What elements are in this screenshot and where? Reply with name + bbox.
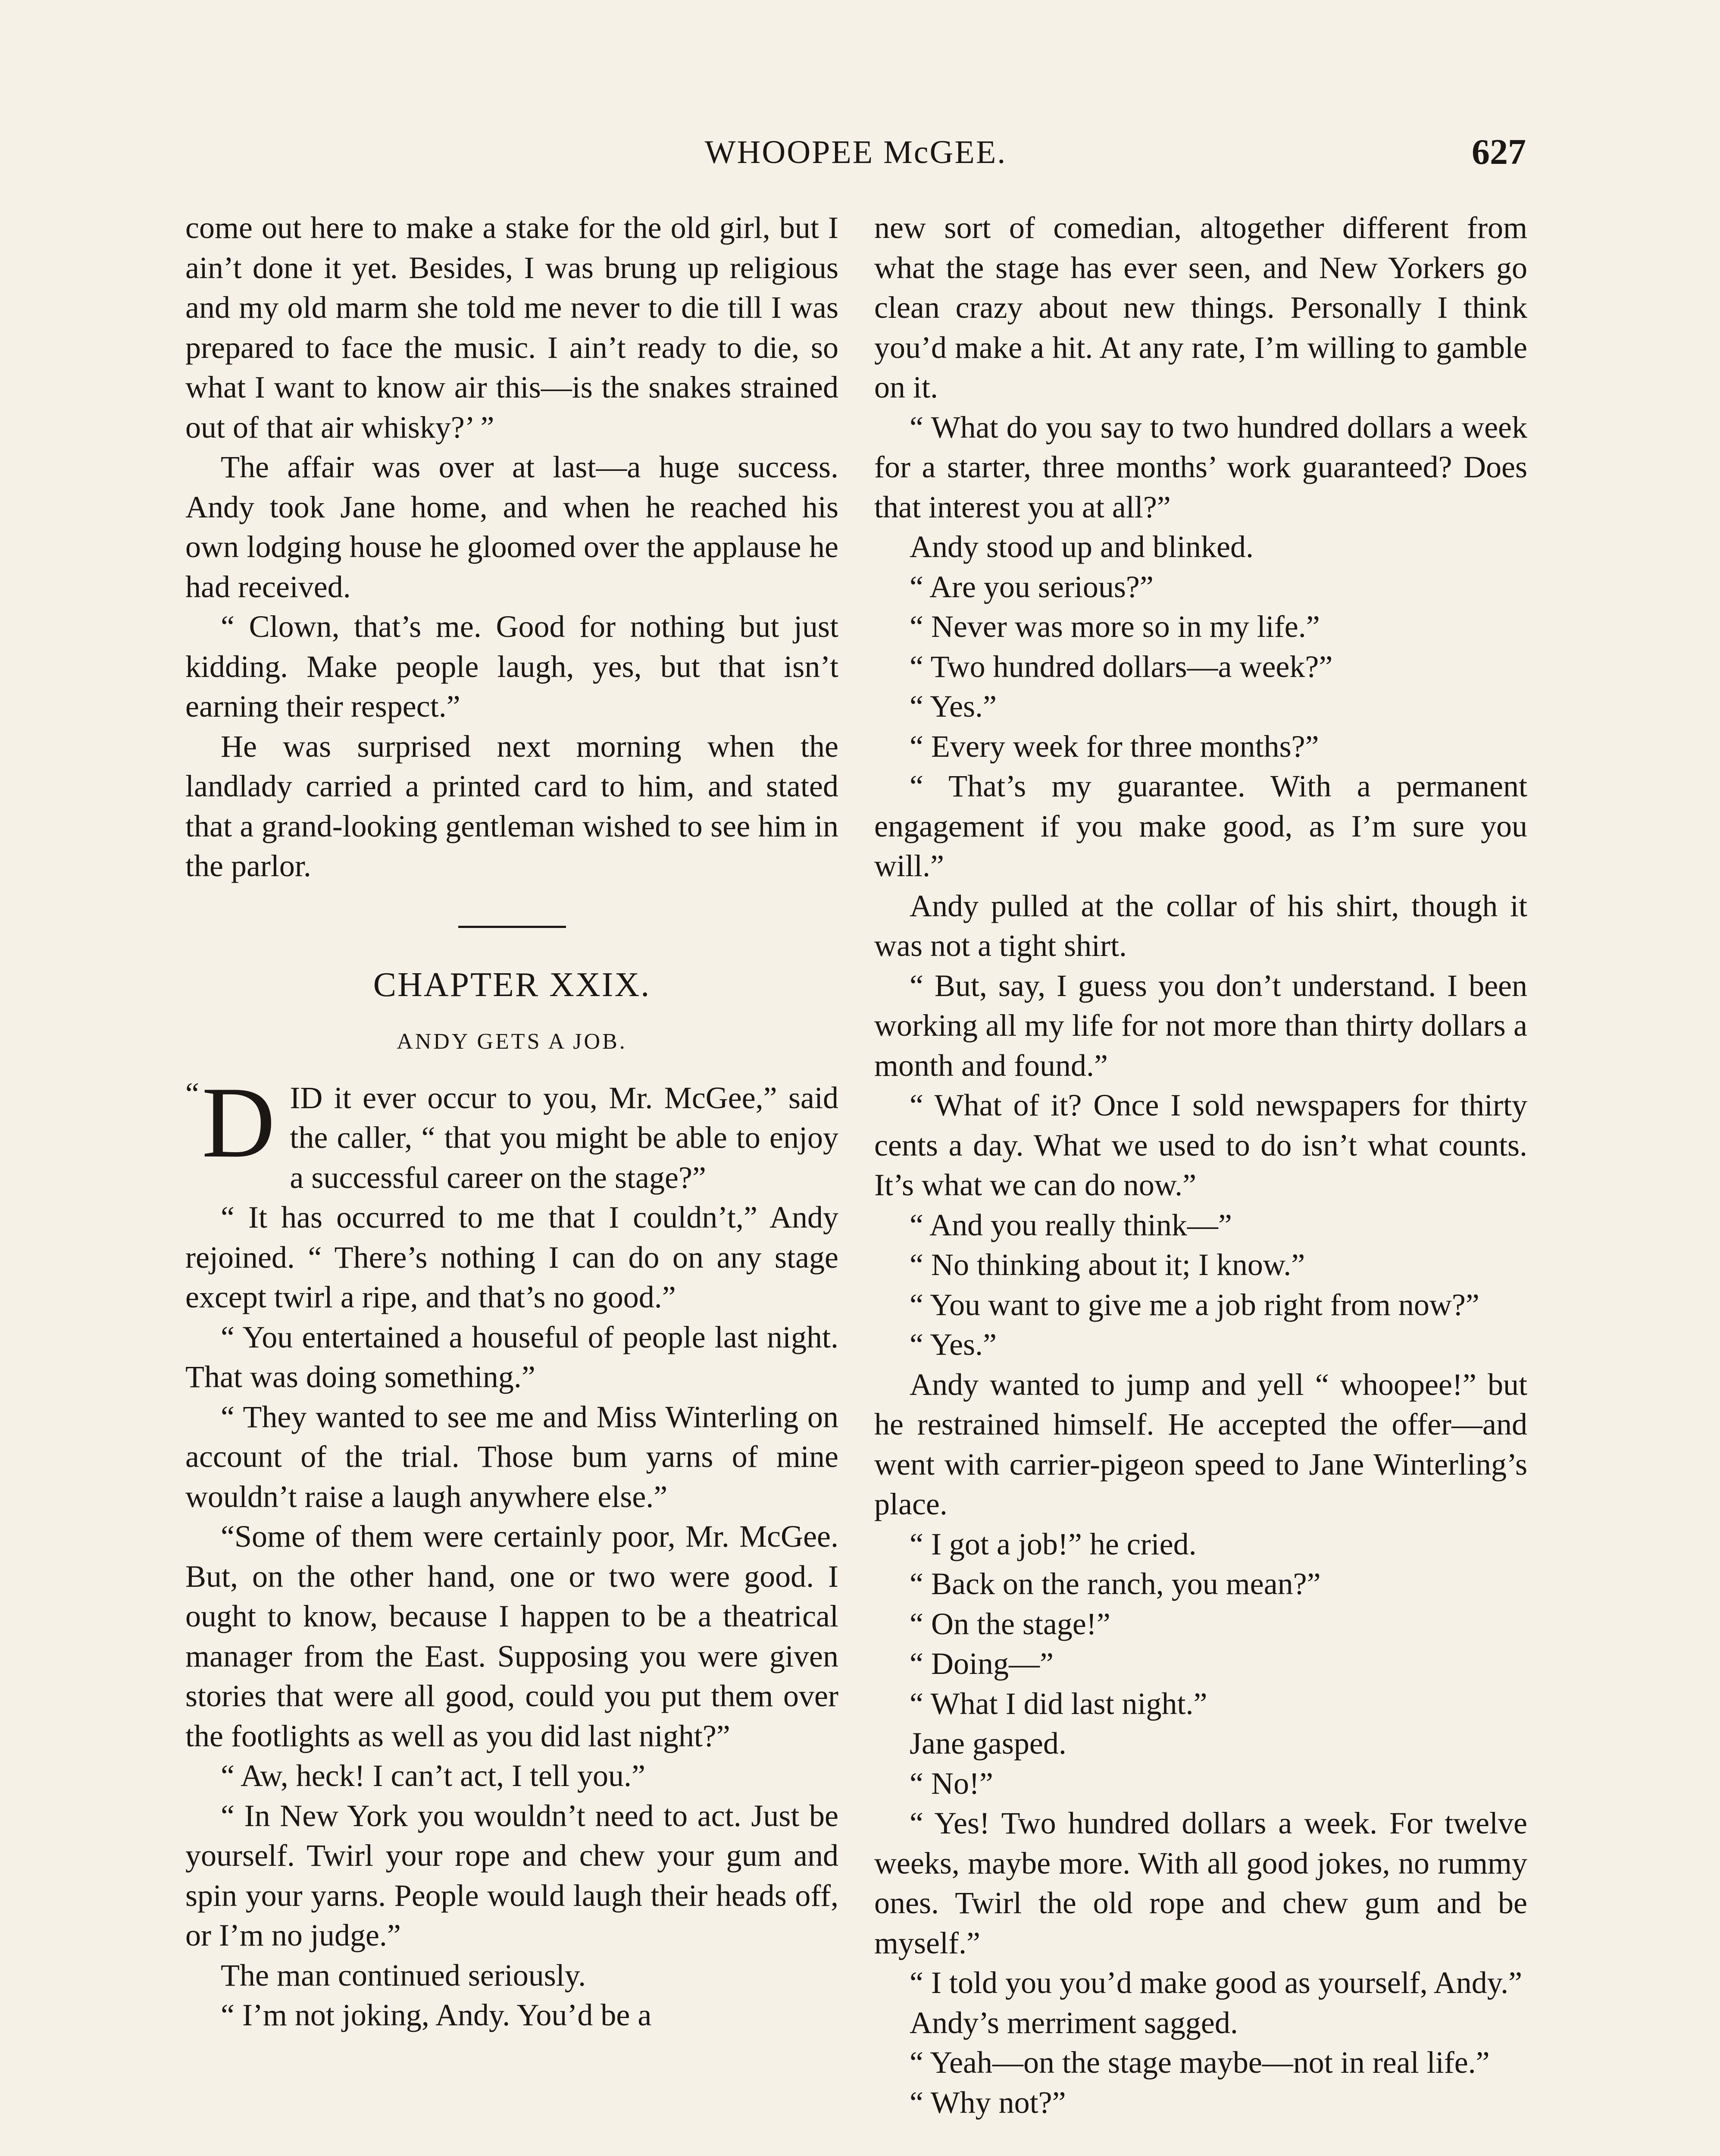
paragraph: “ Yeah—on the stage maybe—not in real life.” [910, 2045, 1490, 2080]
paragraph: “ In New York you wouldn’t need to act. Just be yourself. Twirl your rope and chew your gum and spin your yarns. People would laugh their heads off, or I’m no judge.” [185, 1798, 838, 1952]
paragraph: “ I’m not joking, Andy. You’d be a [221, 1998, 652, 2032]
paragraph: Andy pulled at the collar of his shirt, though it was not a tight shirt. [874, 888, 1527, 963]
chapter-divider [458, 926, 566, 928]
paragraph: “ Aw, heck! I can’t act, I tell you.” [221, 1758, 645, 1793]
paragraph: “ Yes! Two hundred dollars a week. For twelve weeks, maybe more. With all good jokes, no rummy ones. Twirl the old rope and chew gum and be myself.” [874, 1806, 1527, 1960]
opening-text: ID it ever occur to you, Mr. McGee,” said the caller, “ that you might be able to enjoy a successful career on the stage?” [290, 1080, 838, 1195]
paragraph: “ I got a job!” he cried. [910, 1526, 1197, 1561]
paragraph: “ Every week for three months?” [910, 729, 1319, 764]
paragraph: “ I told you you’d make good as yourself, Andy.” [910, 1965, 1523, 2000]
paragraph: Andy stood up and blinked. [910, 530, 1254, 564]
paragraph: “ But, say, I guess you don’t understand. I been working all my life for not more than thirty dollars a month and found.” [874, 968, 1527, 1083]
paragraph: “ On the stage!” [910, 1606, 1110, 1641]
paragraph: “ What of it? Once I sold newspapers for thirty cents a day. What we used to do isn’t what counts. It’s what we can do now.” [874, 1088, 1527, 1202]
right-column [874, 208, 1527, 2122]
running-title: WHOOPEE McGEE. [704, 134, 1007, 170]
paragraph: “Some of them were certainly poor, Mr. McGee. But, on the other hand, one or two were good. I ought to know, because I happen to be a theatrical manager from the East. Supposing you were given stories that were all good, could you put them over the footlights as well as you did last night?” [185, 1519, 838, 1753]
paragraph: “ No thinking about it; I know.” [910, 1247, 1305, 1282]
left-column [185, 208, 838, 2035]
chapter-subtitle: ANDY GETS A JOB. [397, 1029, 627, 1054]
paragraph: “ They wanted to see me and Miss Winterling on account of the trial. Those bum yarns of mine wouldn’t raise a laugh anywhere else.” [185, 1399, 838, 1514]
paragraph: “ Why not?” [910, 2085, 1066, 2120]
paragraph: “ Clown, that’s me. Good for nothing but just kidding. Make people laugh, yes, but that isn’t earning their respect.” [185, 609, 838, 724]
paragraph: Andy’s merriment sagged. [910, 2005, 1238, 2040]
paragraph: Jane gasped. [910, 1726, 1066, 1761]
running-head [185, 129, 1526, 181]
paragraph: Andy wanted to jump and yell “ whoopee!” but he restrained himself. He accepted the offer—and went with carrier-pigeon speed to Jane Winterling’s place. [874, 1367, 1527, 1521]
opening-paragraph [185, 1066, 838, 1198]
paragraph: come out here to make a stake for the old girl, but I ain’t done it yet. Besides, I was brung up religious and my old marm she told me never to die till I was prepared to face the music. I ain’t ready to die, so what I want to know air this—is the snakes strained out of that air whisky?’ ” [185, 210, 838, 445]
paragraph: The affair was over at last—a huge success. Andy took Jane home, and when he reached his own lodging house he gloomed over the applause he had received. [185, 450, 838, 604]
paragraph: “ You entertained a houseful of people last night. That was doing something.” [185, 1319, 838, 1394]
paragraph: “ What I did last night.” [910, 1686, 1207, 1721]
paragraph: “ And you really think—” [910, 1207, 1232, 1242]
paragraph: “ Are you serious?” [910, 569, 1154, 604]
paragraph: He was surprised next morning when the landlady carried a printed card to him, and stated that a grand-looking gentleman wished to see him in the parlor. [185, 729, 838, 883]
chapter-title: CHAPTER XXIX. [373, 965, 651, 1004]
paragraph: “ It has occurred to me that I couldn’t,” Andy rejoined. “ There’s nothing I can do on any stage except twirl a ripe, and that’s no good.” [185, 1200, 838, 1314]
paragraph: “ Back on the ranch, you mean?” [910, 1567, 1321, 1601]
paragraph: “ Doing—” [910, 1646, 1054, 1681]
paragraph: new sort of comedian, altogether different from what the stage has ever seen, and New Yorkers go clean crazy about new things. Personally I think you’d make a hit. At any rate, I’m willing to gamble on it. [874, 210, 1527, 404]
dropcap-quote: “ [185, 1076, 199, 1111]
paragraph: “ Yes.” [910, 1327, 997, 1362]
paragraph: “ No!” [910, 1766, 993, 1801]
paragraph: “ What do you say to two hundred dollars a week for a starter, three months’ work guaranteed? Does that interest you at all?” [874, 410, 1527, 524]
page-number: 627 [1472, 132, 1526, 172]
paragraph: “ Two hundred dollars—a week?” [910, 649, 1333, 684]
paragraph: “ That’s my guarantee. With a permanent engagement if you make good, as I’m sure you will.” [874, 769, 1527, 883]
drop-cap: D [201, 1066, 275, 1179]
paragraph: “ You want to give me a job right from now?” [910, 1287, 1479, 1322]
paragraph: The man continued seriously. [221, 1958, 586, 1993]
paragraph: “ Never was more so in my life.” [910, 609, 1320, 644]
paragraph: “ Yes.” [910, 689, 997, 724]
